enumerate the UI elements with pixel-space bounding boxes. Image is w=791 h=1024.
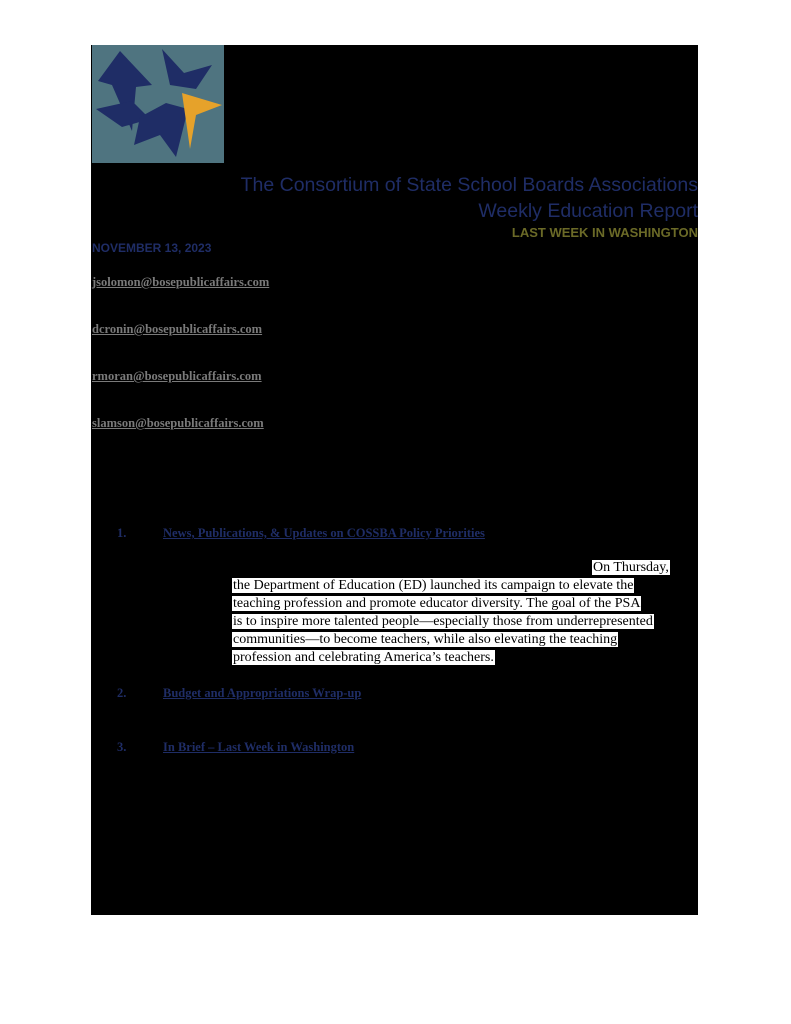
toc-link-in-brief[interactable]: In Brief – Last Week in Washington xyxy=(163,740,355,754)
toc-number: 1. xyxy=(117,526,127,540)
contact-email-link[interactable]: jsolomon@bosepublicaffairs.com xyxy=(92,275,270,289)
contact-email-link[interactable]: slamson@bosepublicaffairs.com xyxy=(92,416,264,430)
news-excerpt-line: communities—to become teachers, while also elevating the teaching xyxy=(233,632,618,647)
cossba-logo xyxy=(92,45,224,163)
contact-email-link[interactable]: dcronin@bosepublicaffairs.com xyxy=(92,322,263,336)
news-excerpt-line: teaching profession and promote educator diversity. The goal of the PSA xyxy=(233,596,641,611)
contact-email-link[interactable]: rmoran@bosepublicaffairs.com xyxy=(92,369,262,383)
star-logo-icon xyxy=(92,45,224,163)
toc-number: 3. xyxy=(117,740,127,754)
organization-title: The Consortium of State School Boards Associations xyxy=(240,174,698,196)
news-excerpt-line: the Department of Education (ED) launched its campaign to elevate the xyxy=(233,578,634,593)
toc-link-news[interactable]: News, Publications, & Updates on COSSBA Policy Priorities xyxy=(163,526,485,540)
toc-link-budget[interactable]: Budget and Appropriations Wrap-up xyxy=(163,686,362,700)
news-excerpt-line: is to inspire more talented people—especially those from underrepresented xyxy=(233,614,653,629)
section-kicker: LAST WEEK IN WASHINGTON xyxy=(511,225,698,240)
toc-number: 2. xyxy=(117,686,127,700)
news-excerpt-line: On Thursday, xyxy=(593,560,669,575)
report-date: NOVEMBER 13, 2023 xyxy=(92,241,212,255)
report-title: Weekly Education Report xyxy=(478,200,698,222)
news-excerpt-line: profession and celebrating America’s teachers. xyxy=(233,650,494,665)
